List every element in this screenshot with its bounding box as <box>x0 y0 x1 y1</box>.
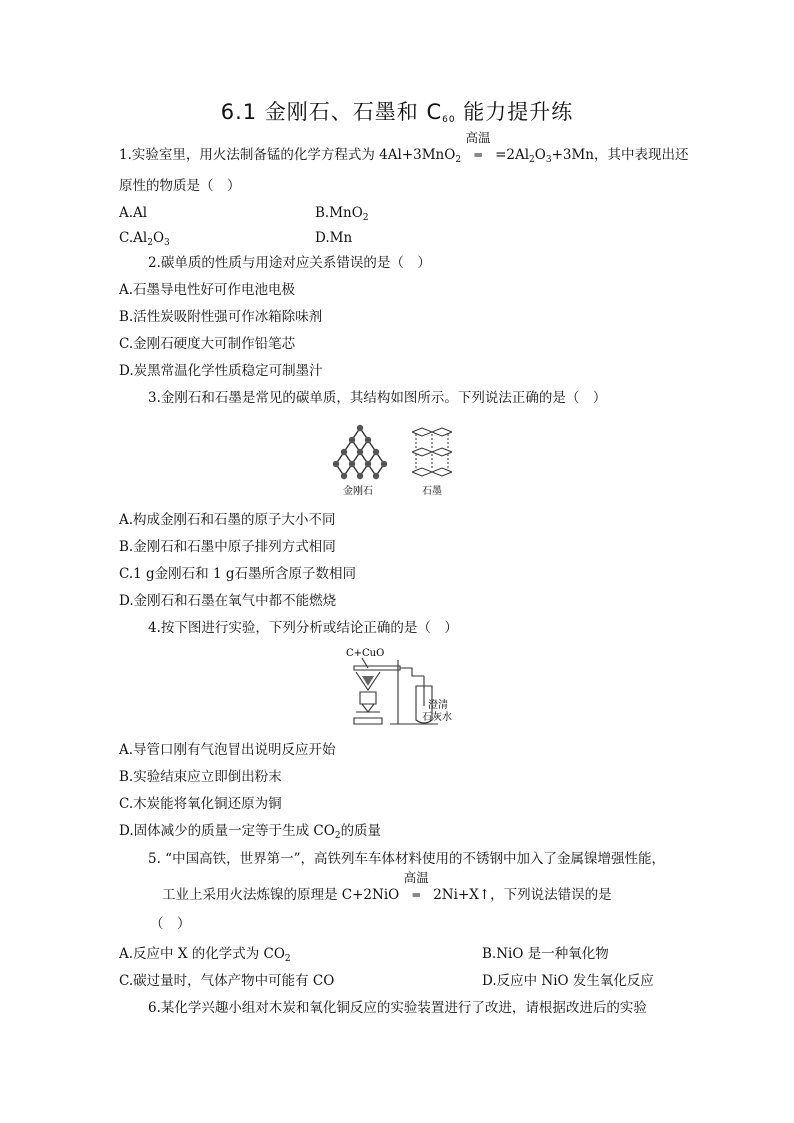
q1-eq-mark: ═ <box>474 148 482 162</box>
q3-option-a: A.构成金刚石和石墨的原子大小不同 <box>119 512 336 528</box>
q4-label-limewater-1: 澄清 <box>428 700 448 711</box>
q4-optd-text: D.固体减少的质量一定等于生成 CO <box>119 823 335 839</box>
q1-sub-c: 3 <box>545 155 552 165</box>
q3-option-d: D.金刚石和石墨在氧气中都不能燃烧 <box>119 593 337 609</box>
q5-option-a <box>119 945 291 968</box>
q5-stem-line3: （ ） <box>150 916 191 932</box>
q4-label-reactants: C+CuO <box>346 648 385 659</box>
q1-option-d: D.Mn <box>315 230 353 246</box>
q1-optb-sub: 2 <box>362 213 369 223</box>
q3-option-c: C.1 g金刚石和 1 g石墨所含原子数相同 <box>119 566 356 582</box>
q1-optc-text1: C.Al <box>119 230 148 246</box>
q5-option-b: B.NiO 是一种氧化物 <box>482 946 609 962</box>
q2-stem: 2.碳单质的性质与用途对应关系错误的是（ ） <box>148 255 431 271</box>
q4-optd-tail: 的质量 <box>340 823 382 839</box>
q3-label-diamond: 金刚石 <box>343 486 373 497</box>
q5-opta-sub: 2 <box>284 954 291 964</box>
q6-stem: 6.某化学兴趣小组对木炭和氧化铜反应的实验装置进行了改进，请根据改进后的实验 <box>148 1000 647 1016</box>
q1-option-b <box>315 204 369 227</box>
q1-text-c: O <box>534 147 546 163</box>
q5-stem-line1: 5. “中国高铁，世界第一”，高铁列车车体材料使用的不锈钢中加入了金属镍增强性能， <box>148 851 665 867</box>
q4-figure <box>342 646 462 728</box>
q5-text-a: 工业上采用火法炼镍的原理是 C+2NiO <box>162 887 400 903</box>
q5-option-c: C.碳过量时，气体产物中可能有 CO <box>119 973 335 989</box>
q1-condition: 高温 <box>465 130 491 145</box>
title-subscript: 60 <box>442 115 456 125</box>
graphite-layers <box>412 428 452 476</box>
q4-option-d <box>119 822 381 845</box>
q1-text-d: +3Mn，其中表现出还 <box>551 147 689 163</box>
page-title <box>0 96 794 126</box>
q5-eq-mark: ═ <box>412 888 420 902</box>
q1-equation-sign <box>463 130 493 164</box>
q1-optb-text: B.MnO <box>315 205 363 221</box>
q1-text-b: =2Al <box>495 147 530 163</box>
q1-optc-sub1: 2 <box>147 238 153 248</box>
q4-option-b: B.实验结束应立即倒出粉末 <box>119 769 282 785</box>
q2-option-b: B.活性炭吸附性强可作冰箱除味剂 <box>119 309 323 325</box>
q3-stem: 3.金刚石和石墨是常见的碳单质，其结构如图所示。下列说法正确的是（ ） <box>148 390 607 406</box>
title-main: 6.1 金刚石、石墨和 C <box>220 100 443 124</box>
q5-stem-line2 <box>162 870 612 904</box>
q5-text-b: 2Ni+X↑，下列说法错误的是 <box>433 887 612 903</box>
q5-equation-sign <box>401 870 431 904</box>
q5-condition: 高温 <box>403 870 429 885</box>
q2-option-d: D.炭黑常温化学性质稳定可制墨汁 <box>119 363 323 379</box>
q1-stem-line1 <box>119 130 689 169</box>
q1-sub-a: 2 <box>455 155 462 165</box>
q3-option-b: B.金刚石和石墨中原子排列方式相同 <box>119 539 336 555</box>
q5-opta-text: A.反应中 X 的化学式为 CO <box>119 946 285 962</box>
q4-label-limewater-2: 石灰水 <box>422 712 452 723</box>
q3-label-graphite: 石墨 <box>422 486 442 497</box>
q4-option-c: C.木炭能将氧化铜还原为铜 <box>119 796 282 812</box>
carbon-structures-figure <box>330 420 470 500</box>
q1-text-a: 1.实验室里，用火法制备锰的化学方程式为 4Al+3MnO <box>119 147 456 163</box>
q1-stem-line2: 原性的物质是（ ） <box>119 178 241 194</box>
q5-option-d: D.反应中 NiO 发生氧化反应 <box>482 973 654 989</box>
title-tail: 能力提升练 <box>455 100 574 124</box>
q1-optc-text2: O <box>152 230 165 246</box>
q4-option-a: A.导管口刚有气泡冒出说明反应开始 <box>119 742 336 758</box>
q3-figure <box>330 420 470 500</box>
q2-option-a: A.石墨导电性好可作电池电极 <box>119 282 296 298</box>
q4-optd-sub: 2 <box>334 831 341 841</box>
q1-optc-sub2: 3 <box>164 238 170 248</box>
q4-stem: 4.按下图进行实验，下列分析或结论正确的是（ ） <box>148 620 458 636</box>
apparatus-figure <box>342 646 462 728</box>
q1-option-c <box>119 229 170 252</box>
q2-option-c: C.金刚石硬度大可制作铅笔芯 <box>119 336 296 352</box>
q1-sub-b: 2 <box>529 155 535 165</box>
q1-option-a: A.Al <box>119 205 148 221</box>
